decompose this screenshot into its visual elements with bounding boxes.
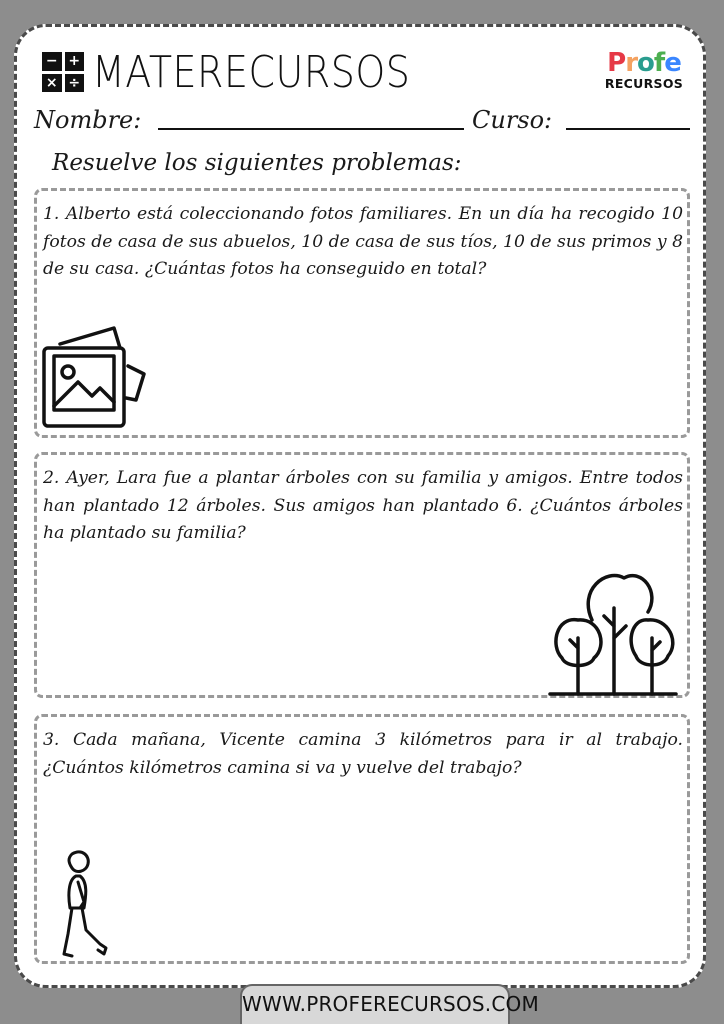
footer-url: WWW.PROFERECURSOS.COM bbox=[240, 984, 510, 1024]
problem-box-3 bbox=[34, 714, 690, 964]
logo-profe: Profe bbox=[607, 48, 681, 78]
profe-recursos-logo bbox=[604, 50, 684, 91]
logo-recursos: RECURSOS bbox=[604, 76, 684, 91]
course-label: Curso: bbox=[472, 106, 553, 134]
problem-1-text: 1. Alberto está coleccionando fotos familiares. En un día ha recogido 10 fotos de casa de sus abuelos, 10 de casa de sus tíos, 10 de sus primos y 8 de su casa. ¿Cuántas fotos ha conseguido en total? bbox=[43, 204, 683, 279]
instruction: Resuelve los siguientes problemas: bbox=[52, 150, 462, 176]
brand bbox=[42, 46, 411, 98]
multiply-symbol: × bbox=[42, 74, 62, 93]
course-field[interactable] bbox=[566, 128, 690, 130]
photos-icon bbox=[40, 322, 160, 430]
trees-icon bbox=[548, 568, 680, 698]
calculator-icon bbox=[42, 52, 84, 92]
brand-name: MATERECURSOS bbox=[92, 46, 411, 98]
plus-symbol: + bbox=[65, 52, 85, 71]
problem-2-text: 2. Ayer, Lara fue a plantar árboles con su familia y amigos. Entre todos han plantado 12 árboles. Sus amigos han plantado 6. ¿Cuántos árboles ha plantado su familia? bbox=[43, 468, 683, 543]
walking-person-icon bbox=[60, 850, 120, 962]
problem-3-text: 3. Cada mañana, Vicente camina 3 kilómetros para ir al trabajo. ¿Cuántos kilómetros camina si va y vuelve del trabajo? bbox=[43, 730, 683, 778]
name-label: Nombre: bbox=[34, 106, 142, 134]
divide-symbol: ÷ bbox=[65, 74, 85, 93]
name-field[interactable] bbox=[158, 128, 464, 130]
minus-symbol: − bbox=[42, 52, 62, 71]
